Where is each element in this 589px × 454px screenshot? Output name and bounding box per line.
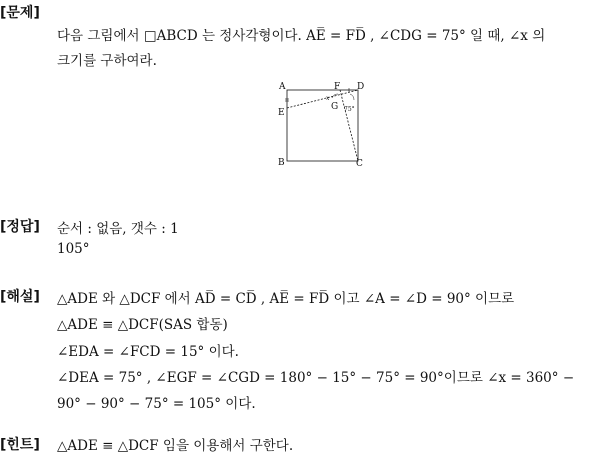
point-f-label: F — [334, 82, 341, 92]
square-abcd — [287, 90, 358, 161]
point-a-label: A — [279, 82, 286, 92]
explanation-line-4: ∠DEA = 75° , ∠EGF = ∠CGD = 180° − 15° − 75° = 90°이므로 ∠x = 360° − — [57, 370, 575, 386]
segment-fc — [340, 90, 358, 161]
angle-x-label: x — [326, 95, 330, 102]
problem-label: [문제] — [0, 5, 40, 21]
explanation-line-5: 90° − 90° − 75° = 105° 이다. — [57, 396, 256, 412]
explanation-label: [해설] — [0, 289, 40, 305]
explanation-line-1: △ADE 와 △DCF 에서 AD̅ = CD̅ , AE̅ = FD̅ 이고 ∠A = ∠D = 90° 이므로 — [57, 291, 515, 307]
explanation-line-3: ∠EDA = ∠FCD = 15° 이다. — [57, 344, 239, 360]
problem-line-2: 크기를 구하여라. — [57, 53, 157, 69]
answer-line-2: 105° — [57, 241, 90, 257]
explanation-line-2: △ADE ≡ △DCF(SAS 합동) — [57, 317, 228, 333]
angle-75-label: 75° — [344, 106, 355, 113]
point-c-label: C — [356, 159, 363, 169]
point-d-label: D — [357, 82, 365, 92]
point-b-label: B — [278, 158, 285, 168]
answer-line-1: 순서 : 없음, 갯수 : 1 — [57, 221, 179, 237]
hint-line-1: △ADE ≡ △DCF 임을 이용해서 구한다. — [57, 438, 294, 454]
problem-line-1: 다음 그림에서 □ABCD 는 정사각형이다. AE̅ = FD̅ , ∠CDG = 75° 일 때, ∠x 의 — [57, 28, 546, 44]
hint-label: [힌트] — [0, 437, 40, 453]
square-figure — [270, 78, 370, 170]
answer-label: [정답] — [0, 219, 40, 235]
angle-75-arc — [350, 94, 354, 100]
point-e-label: E — [278, 108, 285, 118]
point-g-label: G — [331, 102, 339, 112]
